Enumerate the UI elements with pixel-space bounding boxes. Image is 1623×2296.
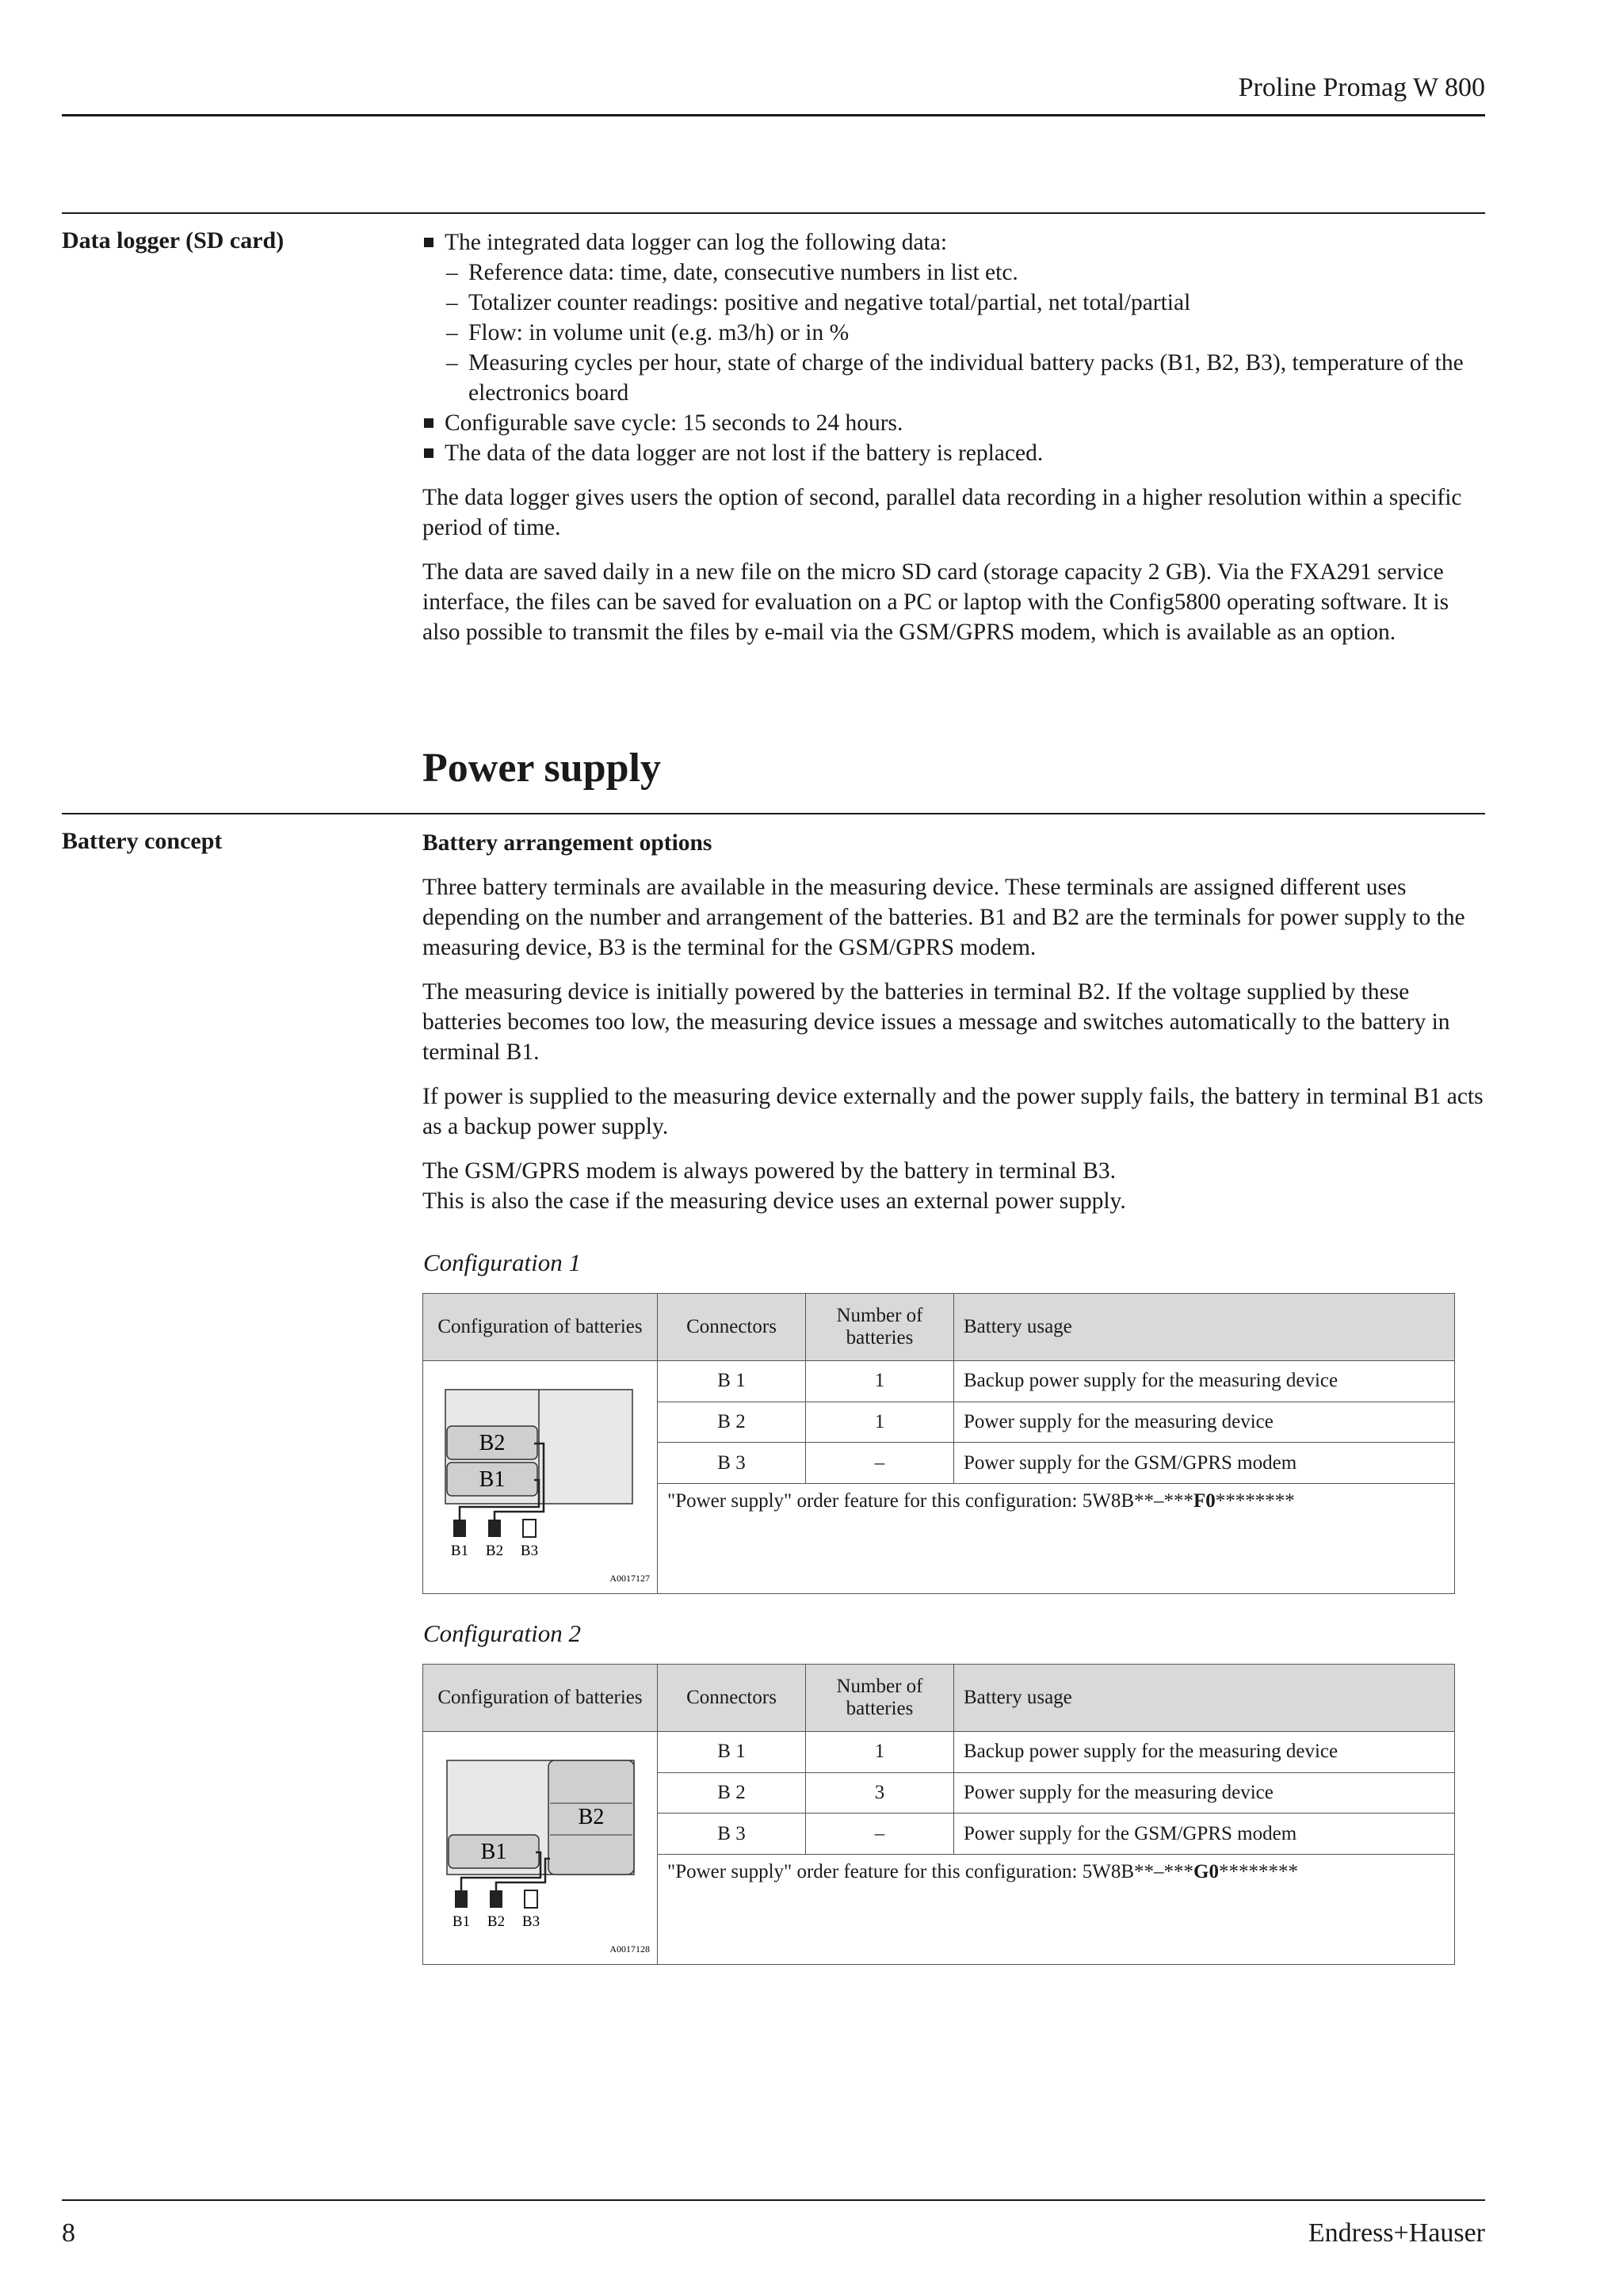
connector-cell: B 1 <box>658 1361 806 1402</box>
footer-brand: Endress+Hauser <box>1308 2218 1485 2248</box>
usage-cell: Backup power supply for the measuring device <box>954 1361 1455 1402</box>
usage-cell: Backup power supply for the measuring device <box>954 1732 1455 1773</box>
paragraph: The measuring device is initially powered by the batteries in terminal B2. If the voltage supplied by these batteries becomes too low, the measuring device issues a message and switches automatically to the battery in terminal B1. <box>422 979 1450 1065</box>
terminal-b1-label: B1 <box>450 1543 469 1559</box>
order-feature-code: G0 <box>1193 1861 1219 1883</box>
battery-lower-label: B1 <box>479 1467 506 1492</box>
config2-table <box>422 1664 1455 1965</box>
table-header-row <box>423 1665 1455 1732</box>
terminal-b1-plug <box>453 1520 466 1537</box>
table-row <box>423 1732 1455 1773</box>
bullet-log-data <box>422 227 1484 408</box>
figure-code: A0017127 <box>609 1573 650 1584</box>
order-feature-prefix: "Power supply" order feature for this configuration: 5W8B**–*** <box>667 1861 1194 1883</box>
col-header-usage: Battery usage <box>954 1665 1455 1732</box>
config2-battery-diagram <box>423 1732 656 1958</box>
terminal-b3-label: B3 <box>521 1913 540 1930</box>
paragraph: The data are saved daily in a new file on the micro SD card (storage capacity 2 GB). Via the FXA291 service interface, the files can be saved for evaluation on a PC or laptop with the Config5800 operating software. It is also possible to transmit the files by e-mail via the GSM/GPRS modem, which is available as an option. <box>422 559 1449 645</box>
order-feature-prefix: "Power supply" order feature for this configuration: 5W8B**–*** <box>667 1490 1194 1512</box>
config1-diagram-cell <box>423 1361 658 1594</box>
config1-table <box>422 1293 1455 1594</box>
paragraph: Three battery terminals are available in the measuring device. These terminals are assigned different uses depending on the number and arrangement of the batteries. B1 and B2 are the terminals for power supply to the measuring device, B3 is the terminal for the GSM/GPRS modem. <box>422 875 1465 960</box>
config2-caption: Configuration 2 <box>423 1619 581 1647</box>
terminal-b2-label: B2 <box>487 1913 506 1930</box>
paragraph-line: The GSM/GPRS modem is always powered by the battery in terminal B3. <box>422 1158 1117 1184</box>
list-item: – Flow: in volume unit (e.g. m3/h) or in % <box>445 318 1484 348</box>
terminal-b1-label: B1 <box>452 1913 471 1930</box>
usage-cell: Power supply for the measuring device <box>954 1402 1455 1443</box>
connector-cell: B 2 <box>658 1772 806 1814</box>
col-header-connectors: Connectors <box>658 1665 806 1732</box>
number-cell: 1 <box>806 1402 954 1443</box>
figure-code: A0017128 <box>609 1943 650 1955</box>
order-feature-cell <box>658 1484 1455 1594</box>
col-header-number <box>806 1665 954 1732</box>
paragraph: The data logger gives users the option of second, parallel data recording in a higher resolution within a specific period of time. <box>422 485 1462 540</box>
col-header-number <box>806 1294 954 1361</box>
logged-data-list <box>445 257 1484 408</box>
data-logger-content <box>422 227 1484 662</box>
terminal-b3-plug <box>523 1520 536 1537</box>
order-feature-cell <box>658 1855 1455 1965</box>
battery-upper-label: B2 <box>479 1431 506 1455</box>
table-row <box>423 1361 1455 1402</box>
terminal-b2-label: B2 <box>485 1543 504 1559</box>
list-item: – Totalizer counter readings: positive and negative total/partial, net total/partial <box>445 288 1484 318</box>
subheading: Battery arrangement options <box>422 830 712 856</box>
terminal-b3-plug <box>525 1890 537 1908</box>
header-line: batteries <box>846 1698 914 1719</box>
usage-cell: Power supply for the GSM/GPRS modem <box>954 1443 1455 1484</box>
paragraph <box>422 1156 1484 1216</box>
data-logger-bullets <box>422 227 1484 468</box>
usage-cell: Power supply for the measuring device <box>954 1772 1455 1814</box>
section-divider-power-supply <box>62 813 1485 814</box>
header-product-title: Proline Promag W 800 <box>1238 73 1485 102</box>
bullet-data-retained: The data of the data logger are not lost if the battery is replaced. <box>422 438 1484 468</box>
number-cell: 3 <box>806 1772 954 1814</box>
section-divider-data-logger <box>62 212 1485 214</box>
header-line: Number of <box>836 1305 923 1326</box>
header-line: Number of <box>836 1676 923 1697</box>
number-cell: 1 <box>806 1361 954 1402</box>
usage-cell: Power supply for the GSM/GPRS modem <box>954 1814 1455 1855</box>
page-number: 8 <box>62 2218 75 2248</box>
battery-lower-label: B1 <box>480 1840 507 1864</box>
col-header-config: Configuration of batteries <box>423 1665 658 1732</box>
header-rule <box>62 114 1485 116</box>
section-title-power-supply: Power supply <box>422 746 661 791</box>
bullet-text: The integrated data logger can log the following data: <box>445 230 948 255</box>
header-line: batteries <box>846 1327 914 1348</box>
battery-concept-content <box>422 828 1484 1230</box>
col-header-connectors: Connectors <box>658 1294 806 1361</box>
bullet-save-cycle: Configurable save cycle: 15 seconds to 24 hours. <box>422 408 1484 438</box>
connector-cell: B 1 <box>658 1732 806 1773</box>
config1-battery-diagram <box>423 1361 656 1588</box>
config2-diagram-cell <box>423 1732 658 1965</box>
order-feature-suffix: ******** <box>1215 1490 1295 1512</box>
connector-cell: B 3 <box>658 1814 806 1855</box>
terminal-b3-label: B3 <box>520 1543 539 1559</box>
order-feature-code: F0 <box>1193 1490 1216 1512</box>
number-cell: – <box>806 1814 954 1855</box>
paragraph: If power is supplied to the measuring device externally and the power supply fails, the battery in terminal B1 acts as a backup power supply. <box>422 1084 1484 1139</box>
paragraph-line: This is also the case if the measuring device uses an external power supply. <box>422 1188 1126 1214</box>
list-item: – Measuring cycles per hour, state of charge of the individual battery packs (B1, B2, B3), temperature of the electronics board <box>445 348 1484 408</box>
terminal-b2-plug <box>488 1520 501 1537</box>
config1-caption: Configuration 1 <box>423 1249 581 1276</box>
list-item: – Reference data: time, date, consecutive numbers in list etc. <box>445 257 1484 288</box>
battery-concept-label: Battery concept <box>62 828 223 854</box>
battery-right-label: B2 <box>578 1805 605 1829</box>
col-header-usage: Battery usage <box>954 1294 1455 1361</box>
terminal-b1-plug <box>455 1890 468 1908</box>
connector-cell: B 2 <box>658 1402 806 1443</box>
terminal-b2-plug <box>490 1890 502 1908</box>
number-cell: – <box>806 1443 954 1484</box>
order-feature-suffix: ******** <box>1218 1861 1298 1883</box>
number-cell: 1 <box>806 1732 954 1773</box>
footer-rule <box>62 2199 1485 2201</box>
connector-cell: B 3 <box>658 1443 806 1484</box>
col-header-config: Configuration of batteries <box>423 1294 658 1361</box>
data-logger-label: Data logger (SD card) <box>62 227 285 254</box>
table-header-row <box>423 1294 1455 1361</box>
